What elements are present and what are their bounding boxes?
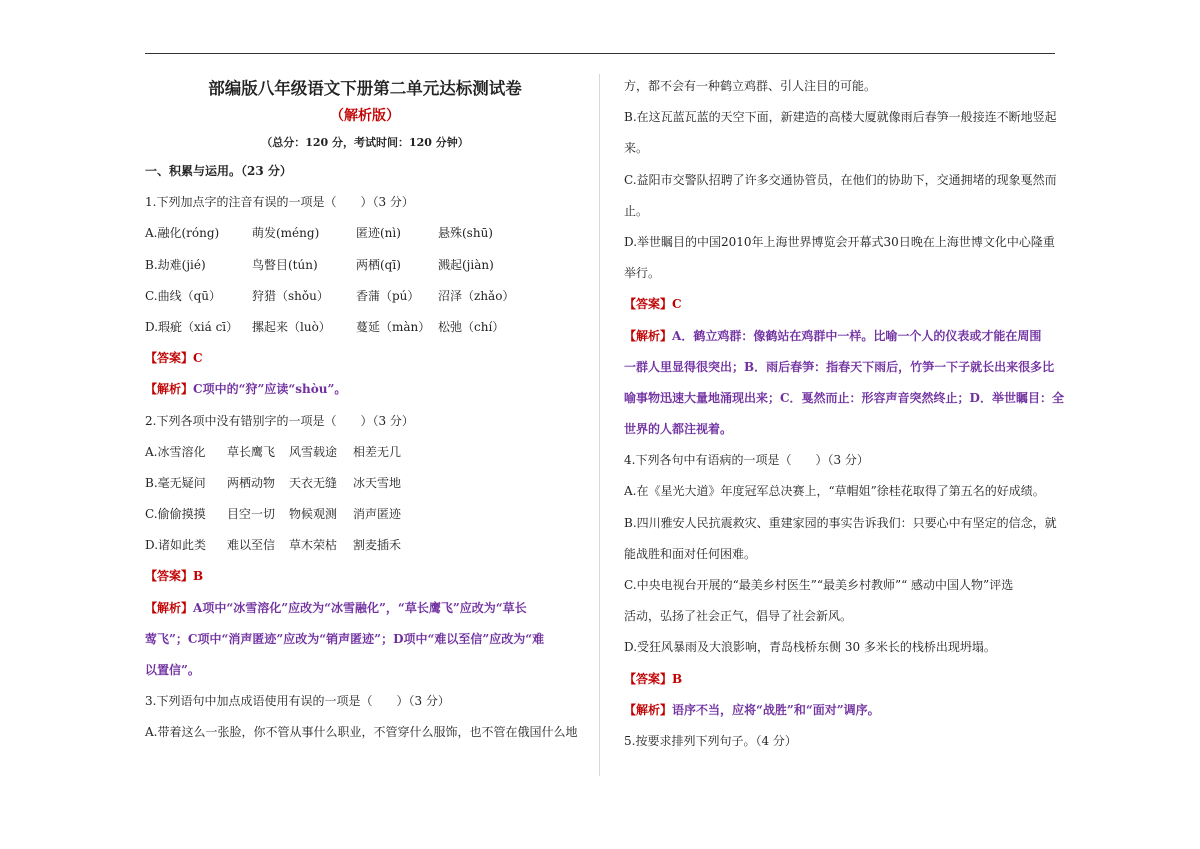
score-info: （总分：120 分，考试时间：120 分钟）: [261, 136, 469, 149]
q3-answer: 【答案】C: [624, 297, 682, 312]
q2-option-d: D.诸如此类 难以至信 草木荣枯 割麦插禾: [145, 538, 402, 553]
q3-option-c-line-2: 止。: [624, 203, 649, 218]
q2-analysis-line-3: 以置信”。: [145, 663, 200, 677]
q5-stem: 5.按要求排列下列句子。（4 分）: [624, 733, 797, 748]
q4-option-c-line-2: 活动，弘扬了社会正气，倡导了社会新风。: [624, 609, 853, 624]
q4-option-d: D.受狂风暴雨及大浪影响，青岛栈桥东侧 30 多米长的栈桥出现坍塌。: [624, 640, 996, 655]
q4-stem: 4.下列各句中有语病的一项是（ ）（3 分）: [624, 453, 869, 468]
q3-analysis-line-3: 喻事物迅速大量地涌现出来；C．戛然而止：形容声音突然终止；D．举世瞩目：全: [624, 390, 1064, 405]
header-rule: [145, 53, 1055, 54]
q3-option-b-line-2: 来。: [624, 141, 649, 156]
q1-option-a: A.融化(róng) 萌发(méng) 匿迹(nì) 悬殊(shū): [145, 226, 493, 241]
q2-analysis-line-2: 莺飞”；C项中“消声匿迹”应改为“销声匿迹”；D项中“难以至信”应改为“难: [145, 631, 545, 646]
q3-stem: 3.下列语句中加点成语使用有误的一项是（ ）（3 分）: [145, 694, 450, 709]
column-divider: [599, 74, 600, 776]
q3-option-a-line-1: A.带着这么一张脸，你不管从事什么职业，不管穿什么服饰，也不管在俄国什么地: [145, 725, 578, 740]
left-column: [145, 76, 585, 749]
q3-option-c-line-1: C.益阳市交警队招聘了许多交通协管员，在他们的协助下，交通拥堵的现象戛然而: [624, 172, 1057, 187]
q3-analysis-line-2: 一群人里显得很突出；B．雨后春笋：指春天下雨后，竹笋一下子就长出来很多比: [624, 359, 1055, 374]
q3-analysis-line-1: 【解析】A．鹤立鸡群：像鹤站在鸡群中一样。比喻一个人的仪表或才能在周围: [624, 328, 1042, 343]
q1-stem: 1.下列加点字的注音有误的一项是（ ）（3 分）: [145, 195, 414, 210]
q4-analysis: 【解析】语序不当，应将“战胜”和“面对”调序。: [624, 702, 880, 717]
doc-subtitle: （解析版）: [330, 108, 400, 124]
q4-option-a: A.在《星光大道》年度冠军总决赛上，“草帽姐”徐桂花取得了第五名的好成绩。: [624, 484, 1045, 499]
q3-option-d-line-1: D.举世瞩目的中国2010年上海世界博览会开幕式30日晚在上海世博文化中心隆重: [624, 234, 1055, 249]
q1-option-d: D.瑕疵（xiá cī） 摞起来（luò） 蔓延（màn） 松弛（chí）: [145, 319, 505, 334]
q2-option-a: A.冰雪溶化 草长鹰飞 风雪载途 相差无几: [145, 444, 402, 459]
q4-option-b-line-2: 能战胜和面对任何困难。: [624, 546, 757, 561]
q1-answer: 【答案】C: [145, 351, 203, 366]
q2-analysis-line-1: 【解析】A项中“冰雪溶化”应改为“冰雪融化”，“草长鹰飞”应改为“草长: [145, 600, 527, 615]
q1-option-b: B.劫难(jié) 鸟瞥目(tún) 两栖(qī) 溅起(jiàn): [145, 257, 494, 272]
doc-title: 部编版八年级语文下册第二单元达标测试卷: [208, 79, 522, 98]
q1-analysis: 【解析】C项中的“狩”应读“shòu”。: [145, 382, 347, 397]
q4-option-b-line-1: B.四川雅安人民抗震救灾、重建家园的事实告诉我们：只要心中有坚定的信念，就: [624, 515, 1057, 530]
q3-analysis-line-4: 世界的人都注视着。: [624, 422, 733, 437]
q3-option-b-line-1: B.在这瓦蓝瓦蓝的天空下面，新建造的高楼大厦就像雨后春笋一般接连不断地竖起: [624, 110, 1057, 125]
section-heading: 一、积累与运用。（23 分）: [145, 164, 292, 178]
q3-option-d-line-2: 举行。: [624, 266, 661, 281]
q3-option-a-line-2: 方，都不会有一种鹤立鸡群、引人注目的可能。: [624, 79, 877, 93]
q4-option-c-line-1: C.中央电视台开展的“最美乡村医生”“最美乡村教师”“ 感动中国人物”评选: [624, 578, 1014, 592]
q2-option-c: C.偷偷摸摸 目空一切 物候观测 消声匿迹: [145, 507, 402, 522]
q2-stem: 2.下列各项中没有错别字的一项是（ ）（3 分）: [145, 413, 414, 428]
right-column: [624, 71, 1064, 757]
q1-option-c: C.曲线（qū） 狩猎（shǒu） 香蒲（pú） 沼泽（zhǎo）: [145, 288, 515, 303]
q4-answer: 【答案】B: [624, 671, 683, 686]
q2-option-b: B.毫无疑问 两栖动物 天衣无缝 冰天雪地: [145, 475, 402, 490]
q2-answer: 【答案】B: [145, 569, 204, 584]
